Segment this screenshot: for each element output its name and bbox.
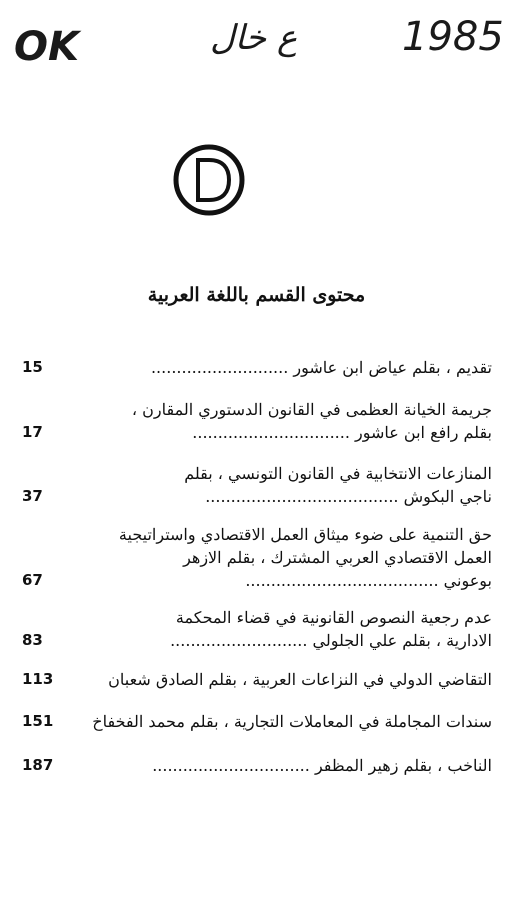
toc-entry <box>22 398 492 444</box>
toc-entry <box>22 754 492 777</box>
toc-entry <box>22 606 492 652</box>
toc-entry <box>22 462 492 508</box>
toc-page-number: 151 <box>22 712 54 730</box>
toc-entry <box>22 710 492 733</box>
toc-entry-line: الناخب ، بقلم زهير المظفر ............................... <box>152 756 492 775</box>
toc-page-number: 67 <box>22 571 43 589</box>
handwritten-year: 1985 <box>402 14 504 60</box>
toc-entry-line: بوعوني ...................................... <box>245 571 492 590</box>
toc-page-number: 187 <box>22 756 54 774</box>
toc-page-number: 37 <box>22 487 43 505</box>
toc-page-number: 17 <box>22 423 43 441</box>
toc-page-number: 113 <box>22 670 54 688</box>
toc-entry-line: جريمة الخيانة العظمى في القانون الدستوري المقارن ، <box>131 400 492 419</box>
toc-entry <box>22 668 492 691</box>
publisher-logo-icon <box>171 142 247 218</box>
handwritten-arabic-note: ع خال <box>210 18 298 58</box>
toc-entry-line: التقاضي الدولي في النزاعات العربية ، بقلم الصادق شعبان <box>108 670 492 689</box>
toc-entry-line: تقديم ، بقلم عياض ابن عاشور ........................... <box>150 358 492 377</box>
handwritten-ok: OK <box>14 24 79 70</box>
toc-entry-line: بقلم رافع ابن عاشور ............................... <box>192 423 492 442</box>
toc-entry-line: المنازعات الانتخابية في القانون التونسي ، بقلم <box>184 464 492 483</box>
toc-entry-line: الادارية ، بقلم علي الجلولي ........................... <box>170 631 492 650</box>
toc-entry-line: سندات المجاملة في المعاملات التجارية ، بقلم محمد الفخفاخ <box>92 712 492 731</box>
toc-entry-line: ناجي البكوش ...................................... <box>205 487 492 506</box>
section-heading: محتوى القسم باللغة العربية <box>147 284 366 306</box>
toc-entry-line: حق التنمية على ضوء ميثاق العمل الاقتصادي واستراتيجية <box>118 525 492 544</box>
toc-page-number: 83 <box>22 631 43 649</box>
toc-entry-line: العمل الاقتصادي العربي المشترك ، بقلم الازهر <box>183 548 492 567</box>
toc-entry <box>22 523 492 592</box>
toc-page-number: 15 <box>22 358 43 376</box>
toc-entry <box>22 356 492 379</box>
toc-entry-line: عدم رجعية النصوص القانونية في قضاء المحكمة <box>175 608 492 627</box>
